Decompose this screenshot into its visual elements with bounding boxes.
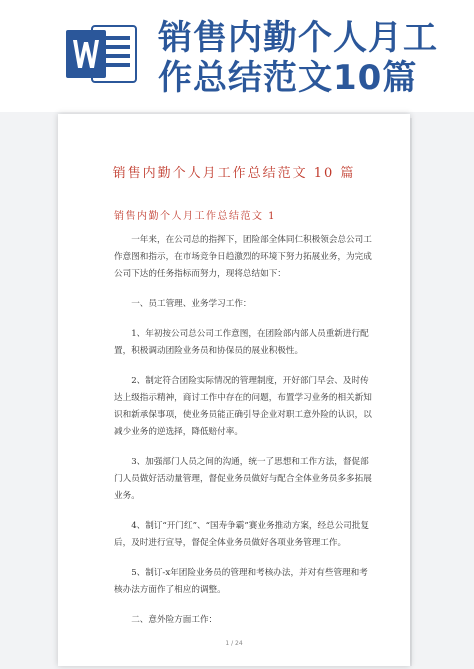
paragraph: 4、制订“开门红”、“国寿争霸”赛业务推动方案，经总公司批复后，及时进行宣导，督促全体业务员做好各项业务管理工作。 (114, 521, 370, 548)
section-heading: 销售内勤个人月工作总结范文 1 (114, 211, 277, 222)
document-heading: 销售内勤个人月工作总结范文 10 篇 (112, 166, 356, 181)
document-body (114, 232, 376, 642)
paragraph: 5、制订-x年团险业务员的管理和考核办法，并对有些管理和考核办法方面作了相应的调整。 (114, 568, 368, 595)
paragraph: 3、加强部门人员之间的沟通，统一了思想和工作方法，督促部门人员做好活动量管理，督促业务员做好与配合全体业务员多多拓展业务。 (114, 457, 372, 501)
paragraph: 1、年初按公司总公司工作意图，在团险部内部人员重新进行配置，积极调动团险业务员和协保员的展业积极性。 (114, 329, 369, 356)
paragraph: 一、员工管理、业务学习工作： (131, 299, 252, 309)
page-title: 销售内勤个人月工作总结范文10篇 (158, 18, 438, 98)
paragraph: 二、意外险方面工作： (131, 615, 218, 625)
paragraph: 一年来，在公司总的指挥下，团险部全体同仁积极领会总公司工作意图和指示，在市场竞争日趋激烈的环境下努力拓展业务，为完成公司下达的任务指标而努力，现将总结如下： (114, 235, 372, 279)
microsoft-word-icon (64, 20, 140, 88)
page-number: 1 / 24 (225, 640, 243, 647)
paragraph: 2、制定符合团险实际情况的管理制度，开好部门早会、及时传达上级指示精神，商讨工作中存在的问题，布置学习业务的相关新知识和新承保事项，使业务员能正确引导企业对职工意外险的认识，以减少业务的逆选择，降低赔付率。 (114, 376, 372, 437)
banner (0, 0, 474, 112)
document-page (58, 114, 410, 666)
